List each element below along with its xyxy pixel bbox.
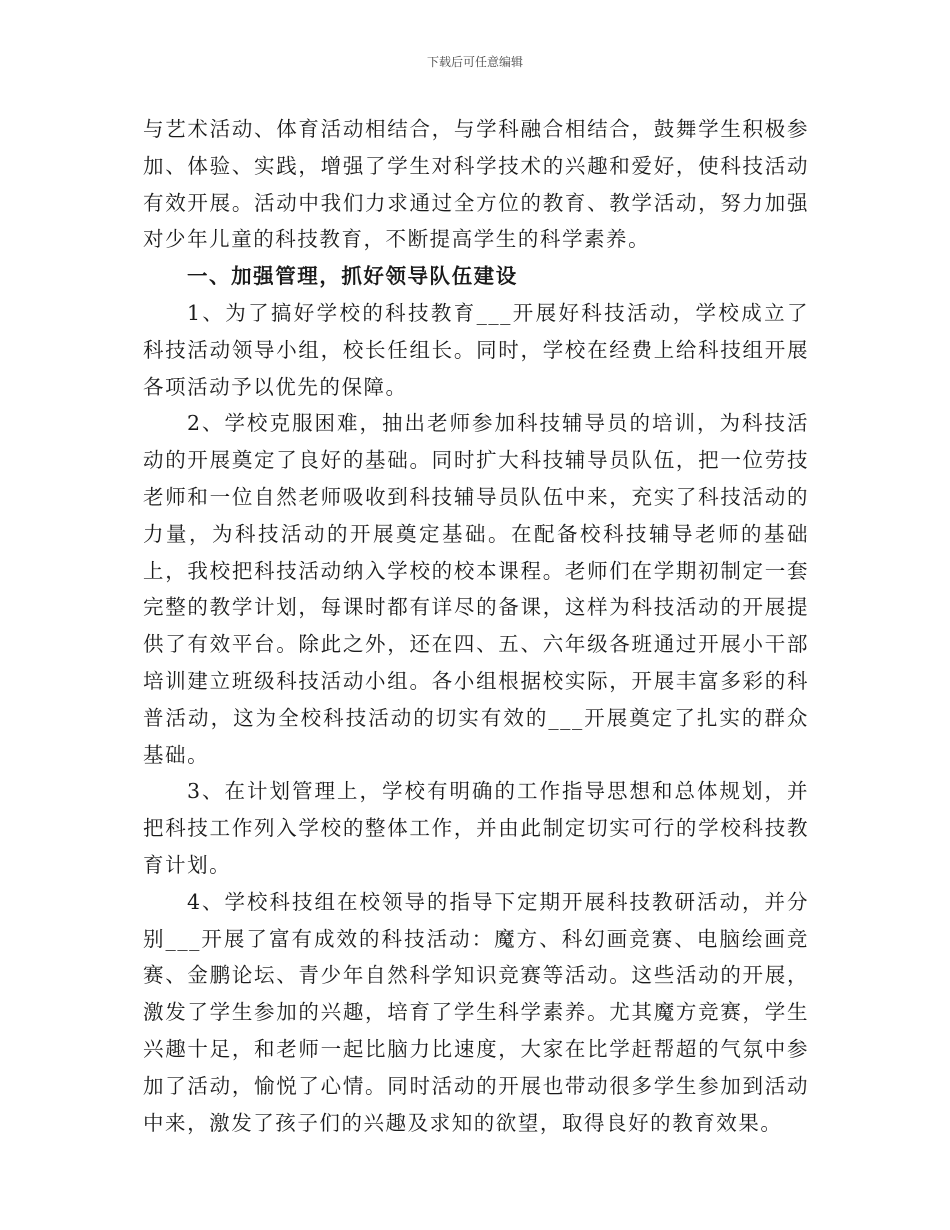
page-header-note: 下载后可任意编辑 [426,55,523,69]
document-body [143,111,809,1141]
paragraph-2: 2、学校克服困难，抽出老师参加科技辅导员的培训，为科技活动的开展奠定了良好的基础。同时扩大科技辅导员队伍，把一位劳技老师和一位自然老师吸收到科技辅导员队伍中来，充实了科技活动的力量，为科技活动的开展奠定基础。在配备校科技辅导老师的基础上，我校把科技活动纳入学校的校本课程。老师们在学期初制定一套完整的教学计划，每课时都有详尽的备课，这样为科技活动的开展提供了有效平台。除此之外，还在四、五、六年级各班通过开展小干部培训建立班级科技活动小组。各小组根据校实际，开展丰富多彩的科普活动，这为全校科技活动的切实有效的___开展奠定了扎实的群众基础。 [143,411,809,767]
intro-paragraph: 与艺术活动、体育活动相结合，与学科融合相结合，鼓舞学生积极参加、体验、实践，增强了学生对科学技术的兴趣和爱好，使科技活动有效开展。活动中我们力求通过全方位的教育、教学活动，努力加强对少年儿童的科技教育，不断提高学生的科学素养。 [143,117,809,252]
paragraph-1: 1、为了搞好学校的科技教育___开展好科技活动，学校成立了科技活动领导小组，校长任组长。同时，学校在经费上给科技组开展各项活动予以优先的保障。 [143,300,809,399]
paragraph-3: 3、在计划管理上，学校有明确的工作指导思想和总体规划，并把科技工作列入学校的整体工作，并由此制定切实可行的学校科技教育计划。 [143,779,809,877]
section-heading: 一、加强管理，抓好领导队伍建设 [187,264,518,289]
paragraph-4: 4、学校科技组在校领导的指导下定期开展科技教研活动，并分别___开展了富有成效的科技活动：魔方、科幻画竞赛、电脑绘画竞赛、金鹏论坛、青少年自然科学知识竞赛等活动。这些活动的开展，激发了学生参加的兴趣，培育了学生科学素养。尤其魔方竞赛，学生兴趣十足，和老师一起比脑力比速度，大家在比学赶帮超的气氛中参加了活动，愉悦了心情。同时活动的开展也带动很多学生参加到活动中来，激发了孩子们的兴趣及求知的欲望，取得良好的教育效果。 [143,889,809,1135]
